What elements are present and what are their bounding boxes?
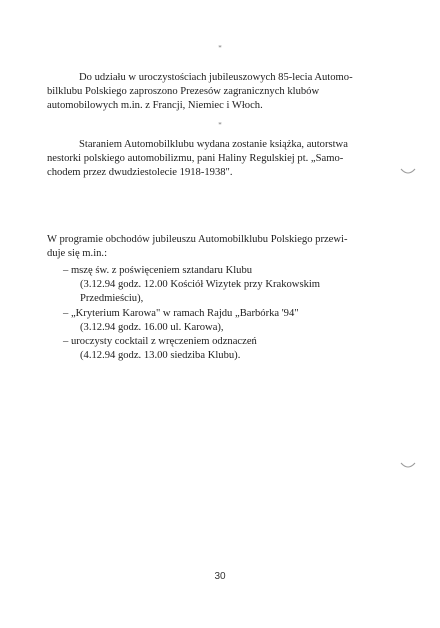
list-item: – mszę św. z poświęceniem sztandaru Klubu [63, 265, 253, 276]
list-item: – uroczysty cocktail z wręczeniem odznaczeń [63, 336, 257, 348]
text-line: duje się m.in.: [47, 248, 108, 260]
text-line: chodem przez dwudziestolecie 1918-1938". [47, 167, 233, 179]
text-line: bilklubu Polskiego zaproszono Prezesów zagranicznych klubów [47, 86, 320, 98]
paragraph-program-intro [47, 233, 397, 261]
text-line: automobilowych m.in. z Francji, Niemiec i Włoch. [47, 100, 263, 112]
text-line: W programie obchodów jubileuszu Automobilklubu Polskiego przewi- [47, 234, 348, 245]
paragraph-book [47, 138, 397, 181]
separator-mark: * [218, 121, 222, 129]
binder-hole-mark-bottom [400, 462, 416, 470]
list-item-detail: (3.12.94 godz. 12.00 Kościół Wizytek przy Krakowskim [80, 279, 321, 291]
text-line: Staraniem Automobilklubu wydana zostanie książka, autorstwa [79, 139, 348, 150]
program-list [63, 264, 397, 363]
separator-mark: * [218, 44, 222, 52]
text-line: Do udziału w uroczystościach jubileuszowych 85-lecia Automo- [79, 72, 353, 83]
list-item-detail: Przedmieściu), [80, 293, 144, 305]
page-number: 30 [214, 571, 226, 582]
list-item-detail: (3.12.94 godz. 16.00 ul. Karowa), [80, 321, 224, 333]
list-item: – „Kryterium Karowa" w ramach Rajdu „Barbórka '94" [63, 307, 299, 319]
paragraph-guests [47, 71, 397, 114]
text-line: nestorki polskiego automobilizmu, pani Haliny Regulskiej pt. „Samo- [47, 153, 344, 165]
binder-hole-mark-top [400, 168, 416, 176]
list-item-detail: (4.12.94 godz. 13.00 siedziba Klubu). [80, 350, 241, 362]
